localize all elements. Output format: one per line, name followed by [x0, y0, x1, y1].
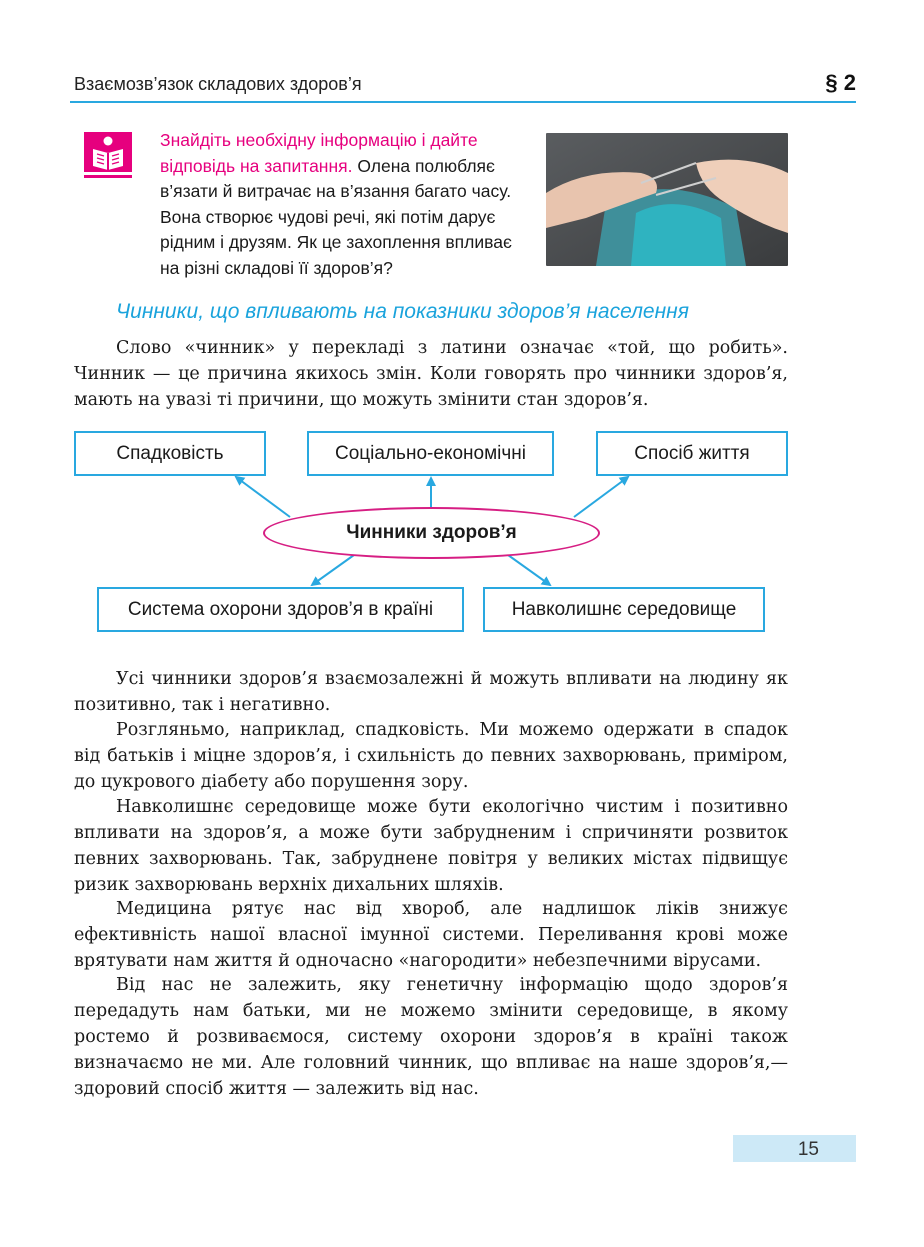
task-instruction: Знайдіть необхідну інформацію і дайте відповідь на запитання. [160, 130, 478, 176]
body-paragraph: Медицина рятує нас від хвороб, але надлишок ліків знижує ефективність нашої власної імунної системи. Переливання крові може врятувати нам життя й одночасно «нагородити» небезпечними вірусами. [74, 899, 788, 971]
factor-socioeconomic: Соціально-економічні [307, 431, 554, 476]
factor-environment: Навколишнє середовище [483, 587, 765, 632]
factors-center-oval: Чинники здоров’я [263, 507, 600, 559]
task-prompt [160, 128, 524, 281]
body-paragraph: Усі чинники здоров’я взаємозалежні й можуть впливати на людину як позитивно, так і негативно. [74, 669, 788, 715]
section-subheading: Чинники, що впливають на показники здоров’я населення [116, 300, 689, 323]
body-paragraph: Від нас не залежить, яку генетичну інформацію щодо здоров’я передадуть нам батьки, ми не можемо змінити середовище, в якому ростемо й розвиваємося, систему охорони здоров’я в країні також визначаємо не ми. Але головний чинник, що впливає на наше здоров’я,— здоровий спосіб життя — залежить від нас. [74, 975, 788, 1099]
reading-person-icon [84, 132, 132, 180]
section-number: § 2 [825, 70, 856, 95]
header-divider [70, 101, 856, 103]
intro-paragraph: Слово «чинник» у перекладі з латини означає «той, що робить». Чинник — це причина якихось змін. Коли говорять про чинники здоров’я, мають на увазі ті причини, що можуть змінити стан здоров’я. [74, 338, 788, 410]
running-header: Взаємозв’язок складових здоров’я [74, 74, 362, 94]
task-question: Олена полюбляє в’язати й витрачає на в’язання багато часу. Вона створює чудові речі, які потім дарує рідним і друзям. Як це захоплення впливає на різні складові її здоров’я? [160, 155, 512, 278]
body-paragraph: Розгляньмо, наприклад, спадковість. Ми можемо одержати в спадок від батьків і міцне здоров’я, і схильність до певних захворювань, приміром, до цукрового діабету або порушення зору. [74, 720, 788, 792]
knitting-photo [546, 133, 788, 266]
factor-healthcare: Система охорони здоров’я в країні [97, 587, 464, 632]
body-paragraph: Навколишнє середовище може бути екологічно чистим і позитивно впливати на здоров’я, а може бути забрудненим і спричиняти розвиток певних захворювань. Так, забруднене повітря у великих містах підвищує ризик захворювань верхніх дихальних шляхів. [74, 797, 788, 895]
factor-heredity: Спадковість [74, 431, 266, 476]
factor-lifestyle: Спосіб життя [596, 431, 788, 476]
page-number: 15 [797, 1139, 819, 1160]
